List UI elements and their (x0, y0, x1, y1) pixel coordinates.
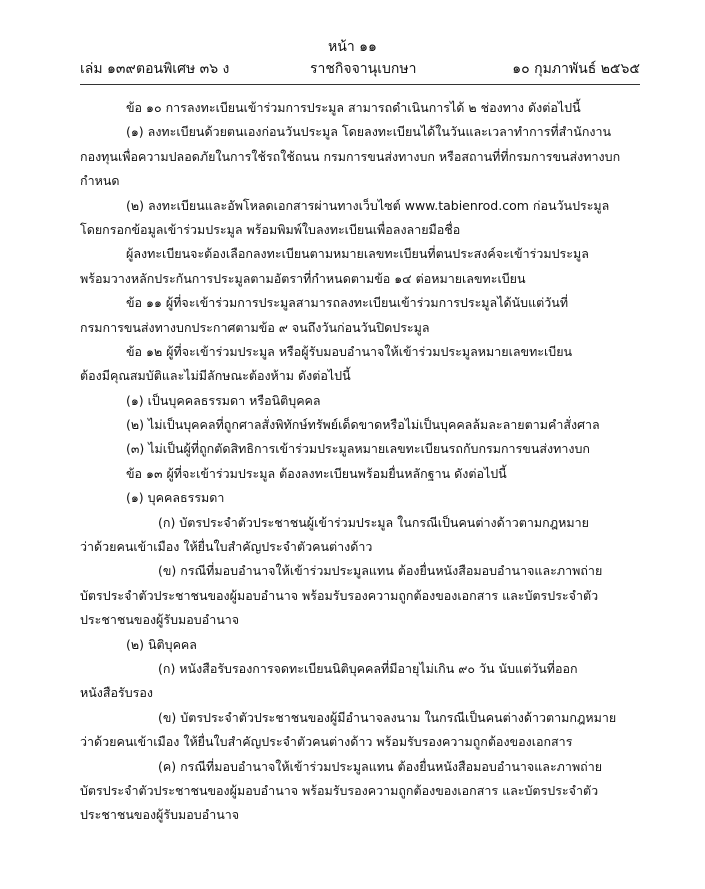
document-body (80, 96, 640, 828)
publication-date: ๑๐ กุมภาพันธ์ ๒๕๖๕ (512, 61, 640, 77)
clause-13-item-2c: (ค) กรณีที่มอบอำนาจให้เข้าร่วมประมูลแทน ต้องยื่นหนังสือมอบอำนาจและภาพถ่าย (158, 758, 603, 774)
clause-10-item-1: (๑) ลงทะเบียนด้วยตนเองก่อนวันประมูล โดยลงทะเบียนได้ในวันและเวลาทำการที่สำนักงาน (126, 124, 612, 140)
clause-12-item-3: (๓) ไม่เป็นผู้ที่ถูกตัดสิทธิการเข้าร่วมประมูลหมายเลขทะเบียนรถกับกรมการขนส่งทางบก (126, 441, 590, 457)
clause-13-item-1a-cont: ว่าด้วยคนเข้าเมือง ให้ยื่นใบสำคัญประจำตัวคนต่างด้าว (80, 539, 373, 555)
clause-13-item-2c-cont: บัตรประจำตัวประชาชนของผู้มอบอำนาจ พร้อมรับรองความถูกต้องของเอกสาร และบัตรประจำตัว (80, 782, 599, 798)
clause-10-item-1-cont: กองทุนเพื่อความปลอดภัยในการใช้รถใช้ถนน กรมการขนส่งทางบก หรือสถานที่ที่กรมการขนส่งทางบก (80, 148, 621, 164)
issue-label: ตอนพิเศษ ๓๖ ง (136, 61, 230, 77)
clause-13-item-2a-cont: หนังสือรับรอง (80, 685, 153, 701)
gazette-header (80, 58, 640, 80)
clause-13-item-1b-cont: ประชาชนของผู้รับมอบอำนาจ (80, 612, 240, 628)
clause-13-item-2b: (ข) บัตรประจำตัวประชาชนของผู้มีอำนาจลงนาม ในกรณีเป็นคนต่างด้าวตามกฎหมาย (158, 709, 617, 725)
clause-12-cont: ต้องมีคุณสมบัติและไม่มีลักษณะต้องห้าม ดังต่อไปนี้ (80, 368, 351, 384)
clause-10-item-1-cont: กำหนด (80, 173, 120, 189)
clause-13-item-1a: (ก) บัตรประจำตัวประชาชนผู้เข้าร่วมประมูล ในกรณีเป็นคนต่างด้าวตามกฎหมาย (158, 514, 589, 530)
clause-12: ข้อ ๑๒ ผู้ที่จะเข้าร่วมประมูล หรือผู้รับมอบอำนาจให้เข้าร่วมประมูลหมายเลขทะเบียน (126, 343, 573, 359)
gazette-title: ราชกิจจานุเบกษา (310, 61, 417, 77)
clause-10-item-2-cont: โดยกรอกข้อมูลเข้าร่วมประมูล พร้อมพิมพ์ใบลงทะเบียนเพื่อลงลายมือชื่อ (80, 221, 461, 237)
clause-12-item-2: (๒) ไม่เป็นบุคคลที่ถูกศาลสั่งพิทักษ์ทรัพย์เด็ดขาดหรือไม่เป็นบุคคลล้มละลายตามคำสั่งศาล (126, 417, 600, 433)
clause-13-item-1b: (ข) กรณีที่มอบอำนาจให้เข้าร่วมประมูลแทน ต้องยื่นหนังสือมอบอำนาจและภาพถ่าย (158, 563, 603, 579)
clause-11: ข้อ ๑๑ ผู้ที่จะเข้าร่วมการประมูลสามารถลงทะเบียนเข้าร่วมการประมูลได้นับแต่วันที่ (126, 295, 569, 311)
clause-13: ข้อ ๑๓ ผู้ที่จะเข้าร่วมประมูล ต้องลงทะเบียนพร้อมยื่นหลักฐาน ดังต่อไปนี้ (126, 465, 507, 481)
clause-13-item-1b-cont: บัตรประจำตัวประชาชนของผู้มอบอำนาจ พร้อมรับรองความถูกต้องของเอกสาร และบัตรประจำตัว (80, 587, 599, 603)
volume-label: เล่ม ๑๓๙ (80, 61, 136, 77)
clause-13-item-2b-cont: ว่าด้วยคนเข้าเมือง ให้ยื่นใบสำคัญประจำตัวคนต่างด้าว พร้อมรับรองความถูกต้องของเอกสาร (80, 734, 573, 750)
registration-paragraph-cont: พร้อมวางหลักประกันการประมูลตามอัตราที่กำหนดตามข้อ ๑๔ ต่อหมายเลขทะเบียน (80, 270, 526, 286)
clause-13-item-1: (๑) บุคคลธรรมดา (126, 490, 225, 506)
clause-13-item-2a: (ก) หนังสือรับรองการจดทะเบียนนิติบุคคลที่มีอายุไม่เกิน ๙๐ วัน นับแต่วันที่ออก (158, 660, 578, 676)
header-divider (80, 84, 640, 85)
page-number: หน้า ๑๑ (328, 39, 377, 55)
clause-13-item-2c-cont: ประชาชนของผู้รับมอบอำนาจ (80, 807, 240, 823)
registration-paragraph: ผู้ลงทะเบียนจะต้องเลือกลงทะเบียนตามหมายเลขทะเบียนที่ตนประสงค์จะเข้าร่วมประมูล (126, 246, 589, 262)
clause-11-cont: กรมการขนส่งทางบกประกาศตามข้อ ๙ จนถึงวันก่อนวันปิดประมูล (80, 319, 430, 335)
clause-13-item-2: (๒) นิติบุคคล (126, 636, 197, 652)
clause-12-item-1: (๑) เป็นบุคคลธรรมดา หรือนิติบุคคล (126, 392, 321, 408)
clause-10-item-2: (๒) ลงทะเบียนและอัพโหลดเอกสารผ่านทางเว็บไซต์ www.tabienrod.com ก่อนวันประมูล (126, 197, 610, 213)
clause-10-heading: ข้อ ๑๐ การลงทะเบียนเข้าร่วมการประมูล สามารถดำเนินการได้ ๒ ช่องทาง ดังต่อไปนี้ (126, 100, 581, 115)
